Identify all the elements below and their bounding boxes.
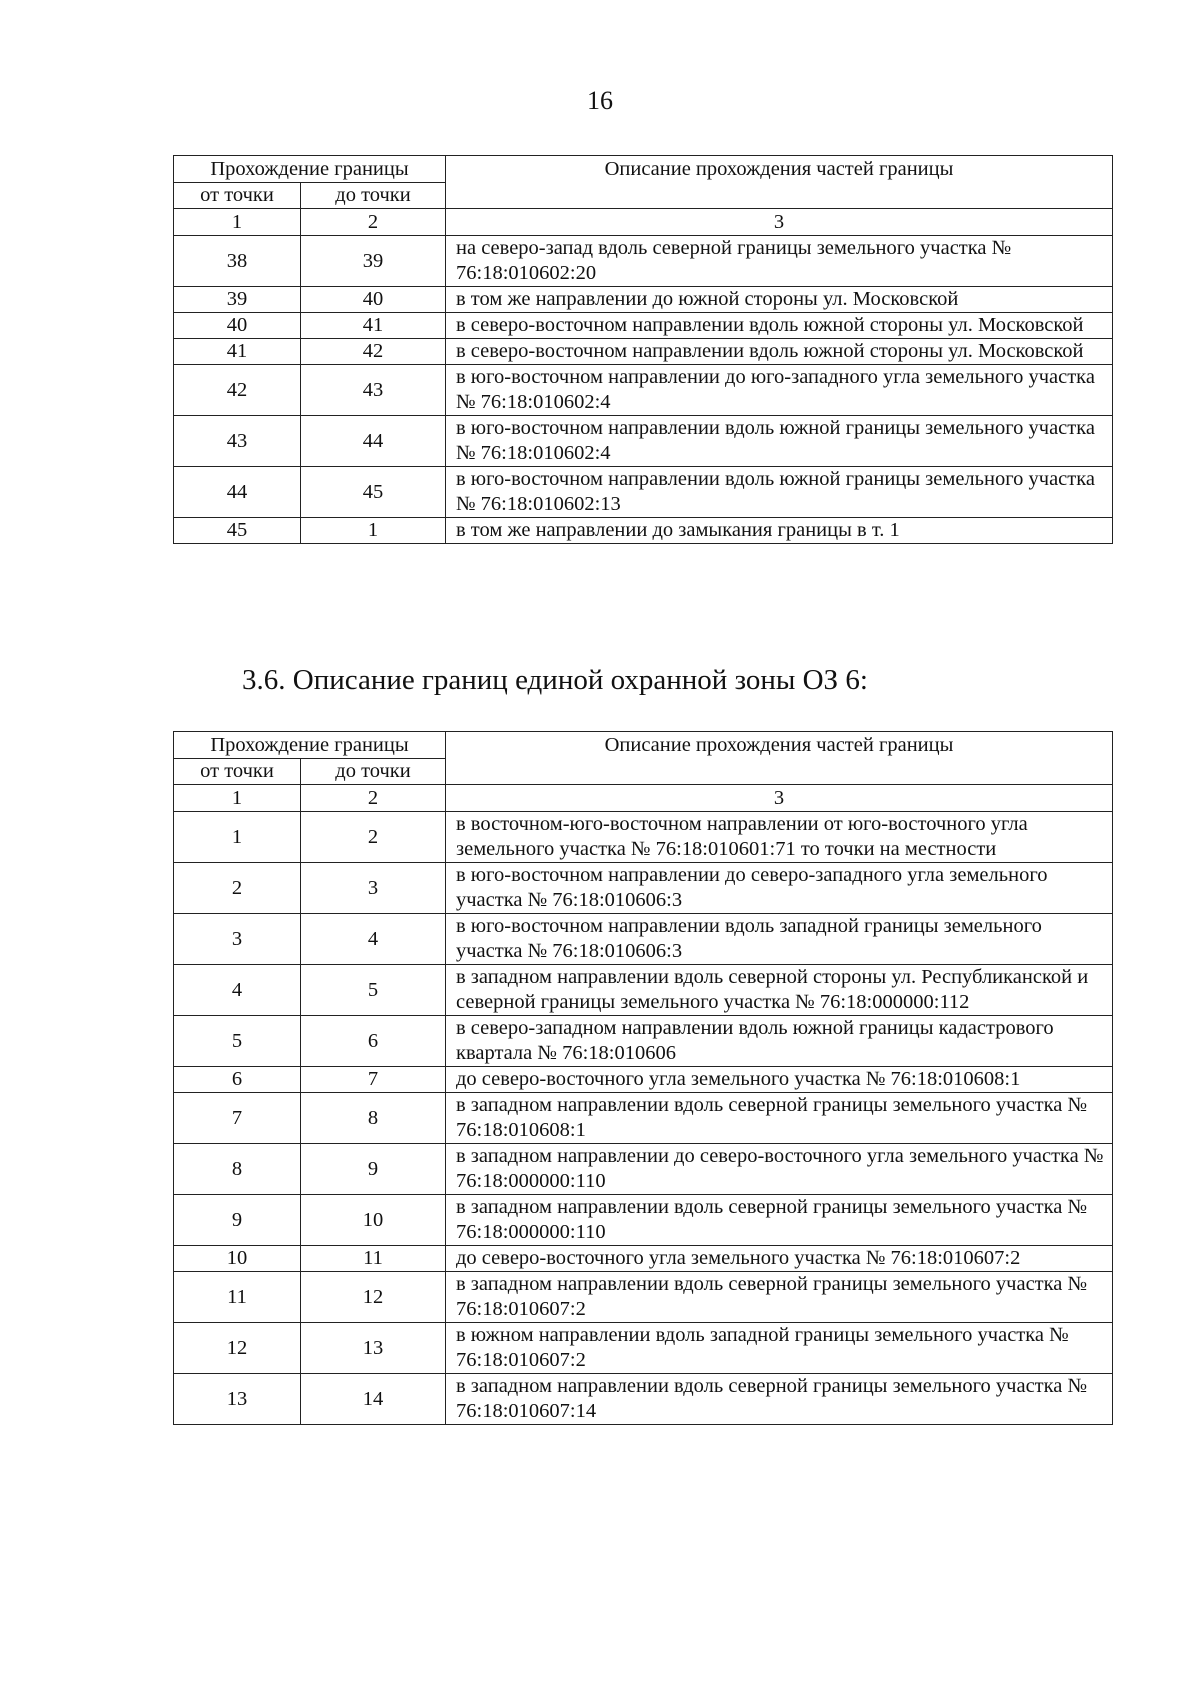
to-point-cell: 14 [301,1374,446,1425]
from-point-cell: 5 [174,1016,301,1067]
description-cell: в западном направлении вдоль северной границы земельного участка № 76:18:010607:2 [446,1272,1113,1323]
to-point-cell: 4 [301,914,446,965]
from-point-cell: 13 [174,1374,301,1425]
table-row [174,1067,1113,1093]
description-cell: в северо-западном направлении вдоль южной границы кадастрового квартала № 76:18:010606 [446,1016,1113,1067]
table-row [174,287,1113,313]
from-point-cell: 12 [174,1323,301,1374]
to-point-cell: 41 [301,313,446,339]
table-row [174,467,1113,518]
from-point-cell: 43 [174,416,301,467]
to-point-cell: 10 [301,1195,446,1246]
header-col-number: 1 [174,209,301,236]
description-cell: в юго-восточном направлении до юго-западного угла земельного участка № 76:18:010602:4 [446,365,1113,416]
header-col-number: 2 [301,785,446,812]
description-cell: в западном направлении вдоль северной границы земельного участка № 76:18:000000:110 [446,1195,1113,1246]
to-point-cell: 6 [301,1016,446,1067]
from-point-cell: 7 [174,1093,301,1144]
from-point-cell: 38 [174,236,301,287]
boundary-table-oz5 [173,155,1113,544]
to-point-cell: 42 [301,339,446,365]
table-row [174,914,1113,965]
description-cell: в юго-восточном направлении вдоль южной границы земельного участка № 76:18:010602:4 [446,416,1113,467]
table-body [174,236,1113,544]
from-point-cell: 41 [174,339,301,365]
to-point-cell: 7 [301,1067,446,1093]
to-point-cell: 12 [301,1272,446,1323]
from-point-cell: 10 [174,1246,301,1272]
to-point-cell: 11 [301,1246,446,1272]
header-col-number: 1 [174,785,301,812]
table-row [174,339,1113,365]
page-number: 16 [587,86,613,115]
description-cell: в северо-восточном направлении вдоль южной стороны ул. Московской [446,313,1113,339]
table-row [174,1272,1113,1323]
header-passage: Прохождение границы [174,732,446,759]
to-point-cell: 40 [301,287,446,313]
to-point-cell: 3 [301,863,446,914]
description-cell: в том же направлении до замыкания границы в т. 1 [446,518,1113,544]
header-col-number: 3 [446,209,1113,236]
from-point-cell: 39 [174,287,301,313]
description-cell: до северо-восточного угла земельного участка № 76:18:010608:1 [446,1067,1113,1093]
table-row [174,365,1113,416]
to-point-cell: 39 [301,236,446,287]
from-point-cell: 3 [174,914,301,965]
description-cell: в северо-восточном направлении вдоль южной стороны ул. Московской [446,339,1113,365]
description-cell: в южном направлении вдоль западной границы земельного участка № 76:18:010607:2 [446,1323,1113,1374]
from-point-cell: 42 [174,365,301,416]
header-col-number: 3 [446,785,1113,812]
table-row [174,313,1113,339]
from-point-cell: 40 [174,313,301,339]
table-row [174,863,1113,914]
to-point-cell: 2 [301,812,446,863]
description-cell: в восточном-юго-восточном направлении от юго-восточного угла земельного участка № 76:18:010601:71 то точки на местности [446,812,1113,863]
table-row [174,965,1113,1016]
header-to-point: до точки [301,183,446,209]
description-cell: в западном направлении вдоль северной границы земельного участка № 76:18:010607:14 [446,1374,1113,1425]
table-body [174,812,1113,1425]
header-from-point: от точки [174,759,301,785]
table-row [174,812,1113,863]
boundary-table-oz6 [173,731,1113,1425]
table-row [174,1374,1113,1425]
header-from-point: от точки [174,183,301,209]
table-row [174,236,1113,287]
to-point-cell: 9 [301,1144,446,1195]
description-cell: в юго-восточном направлении до северо-западного угла земельного участка № 76:18:010606:3 [446,863,1113,914]
from-point-cell: 8 [174,1144,301,1195]
from-point-cell: 11 [174,1272,301,1323]
from-point-cell: 45 [174,518,301,544]
description-cell: в том же направлении до южной стороны ул. Московской [446,287,1113,313]
description-cell: до северо-восточного угла земельного участка № 76:18:010607:2 [446,1246,1113,1272]
from-point-cell: 1 [174,812,301,863]
from-point-cell: 9 [174,1195,301,1246]
from-point-cell: 2 [174,863,301,914]
description-cell: в западном направлении вдоль северной стороны ул. Республиканской и северной границы земельного участка № 76:18:000000:112 [446,965,1113,1016]
table-row [174,518,1113,544]
description-cell: в западном направлении вдоль северной границы земельного участка № 76:18:010608:1 [446,1093,1113,1144]
to-point-cell: 45 [301,467,446,518]
table-row [174,1093,1113,1144]
table-row [174,1016,1113,1067]
table-row [174,1144,1113,1195]
table-row [174,416,1113,467]
header-passage: Прохождение границы [174,156,446,183]
table-row [174,1323,1113,1374]
to-point-cell: 44 [301,416,446,467]
from-point-cell: 4 [174,965,301,1016]
description-cell: в юго-восточном направлении вдоль южной границы земельного участка № 76:18:010602:13 [446,467,1113,518]
to-point-cell: 1 [301,518,446,544]
description-cell: на северо-запад вдоль северной границы земельного участка № 76:18:010602:20 [446,236,1113,287]
to-point-cell: 8 [301,1093,446,1144]
to-point-cell: 13 [301,1323,446,1374]
table-row [174,1195,1113,1246]
header-to-point: до точки [301,759,446,785]
description-cell: в юго-восточном направлении вдоль западной границы земельного участка № 76:18:010606:3 [446,914,1113,965]
header-description: Описание прохождения частей границы [446,156,1113,209]
header-description: Описание прохождения частей границы [446,732,1113,785]
section-heading: 3.6. Описание границ единой охранной зоны ОЗ 6: [242,664,868,696]
table-row [174,1246,1113,1272]
header-col-number: 2 [301,209,446,236]
from-point-cell: 44 [174,467,301,518]
description-cell: в западном направлении до северо-восточного угла земельного участка № 76:18:000000:110 [446,1144,1113,1195]
from-point-cell: 6 [174,1067,301,1093]
to-point-cell: 43 [301,365,446,416]
to-point-cell: 5 [301,965,446,1016]
